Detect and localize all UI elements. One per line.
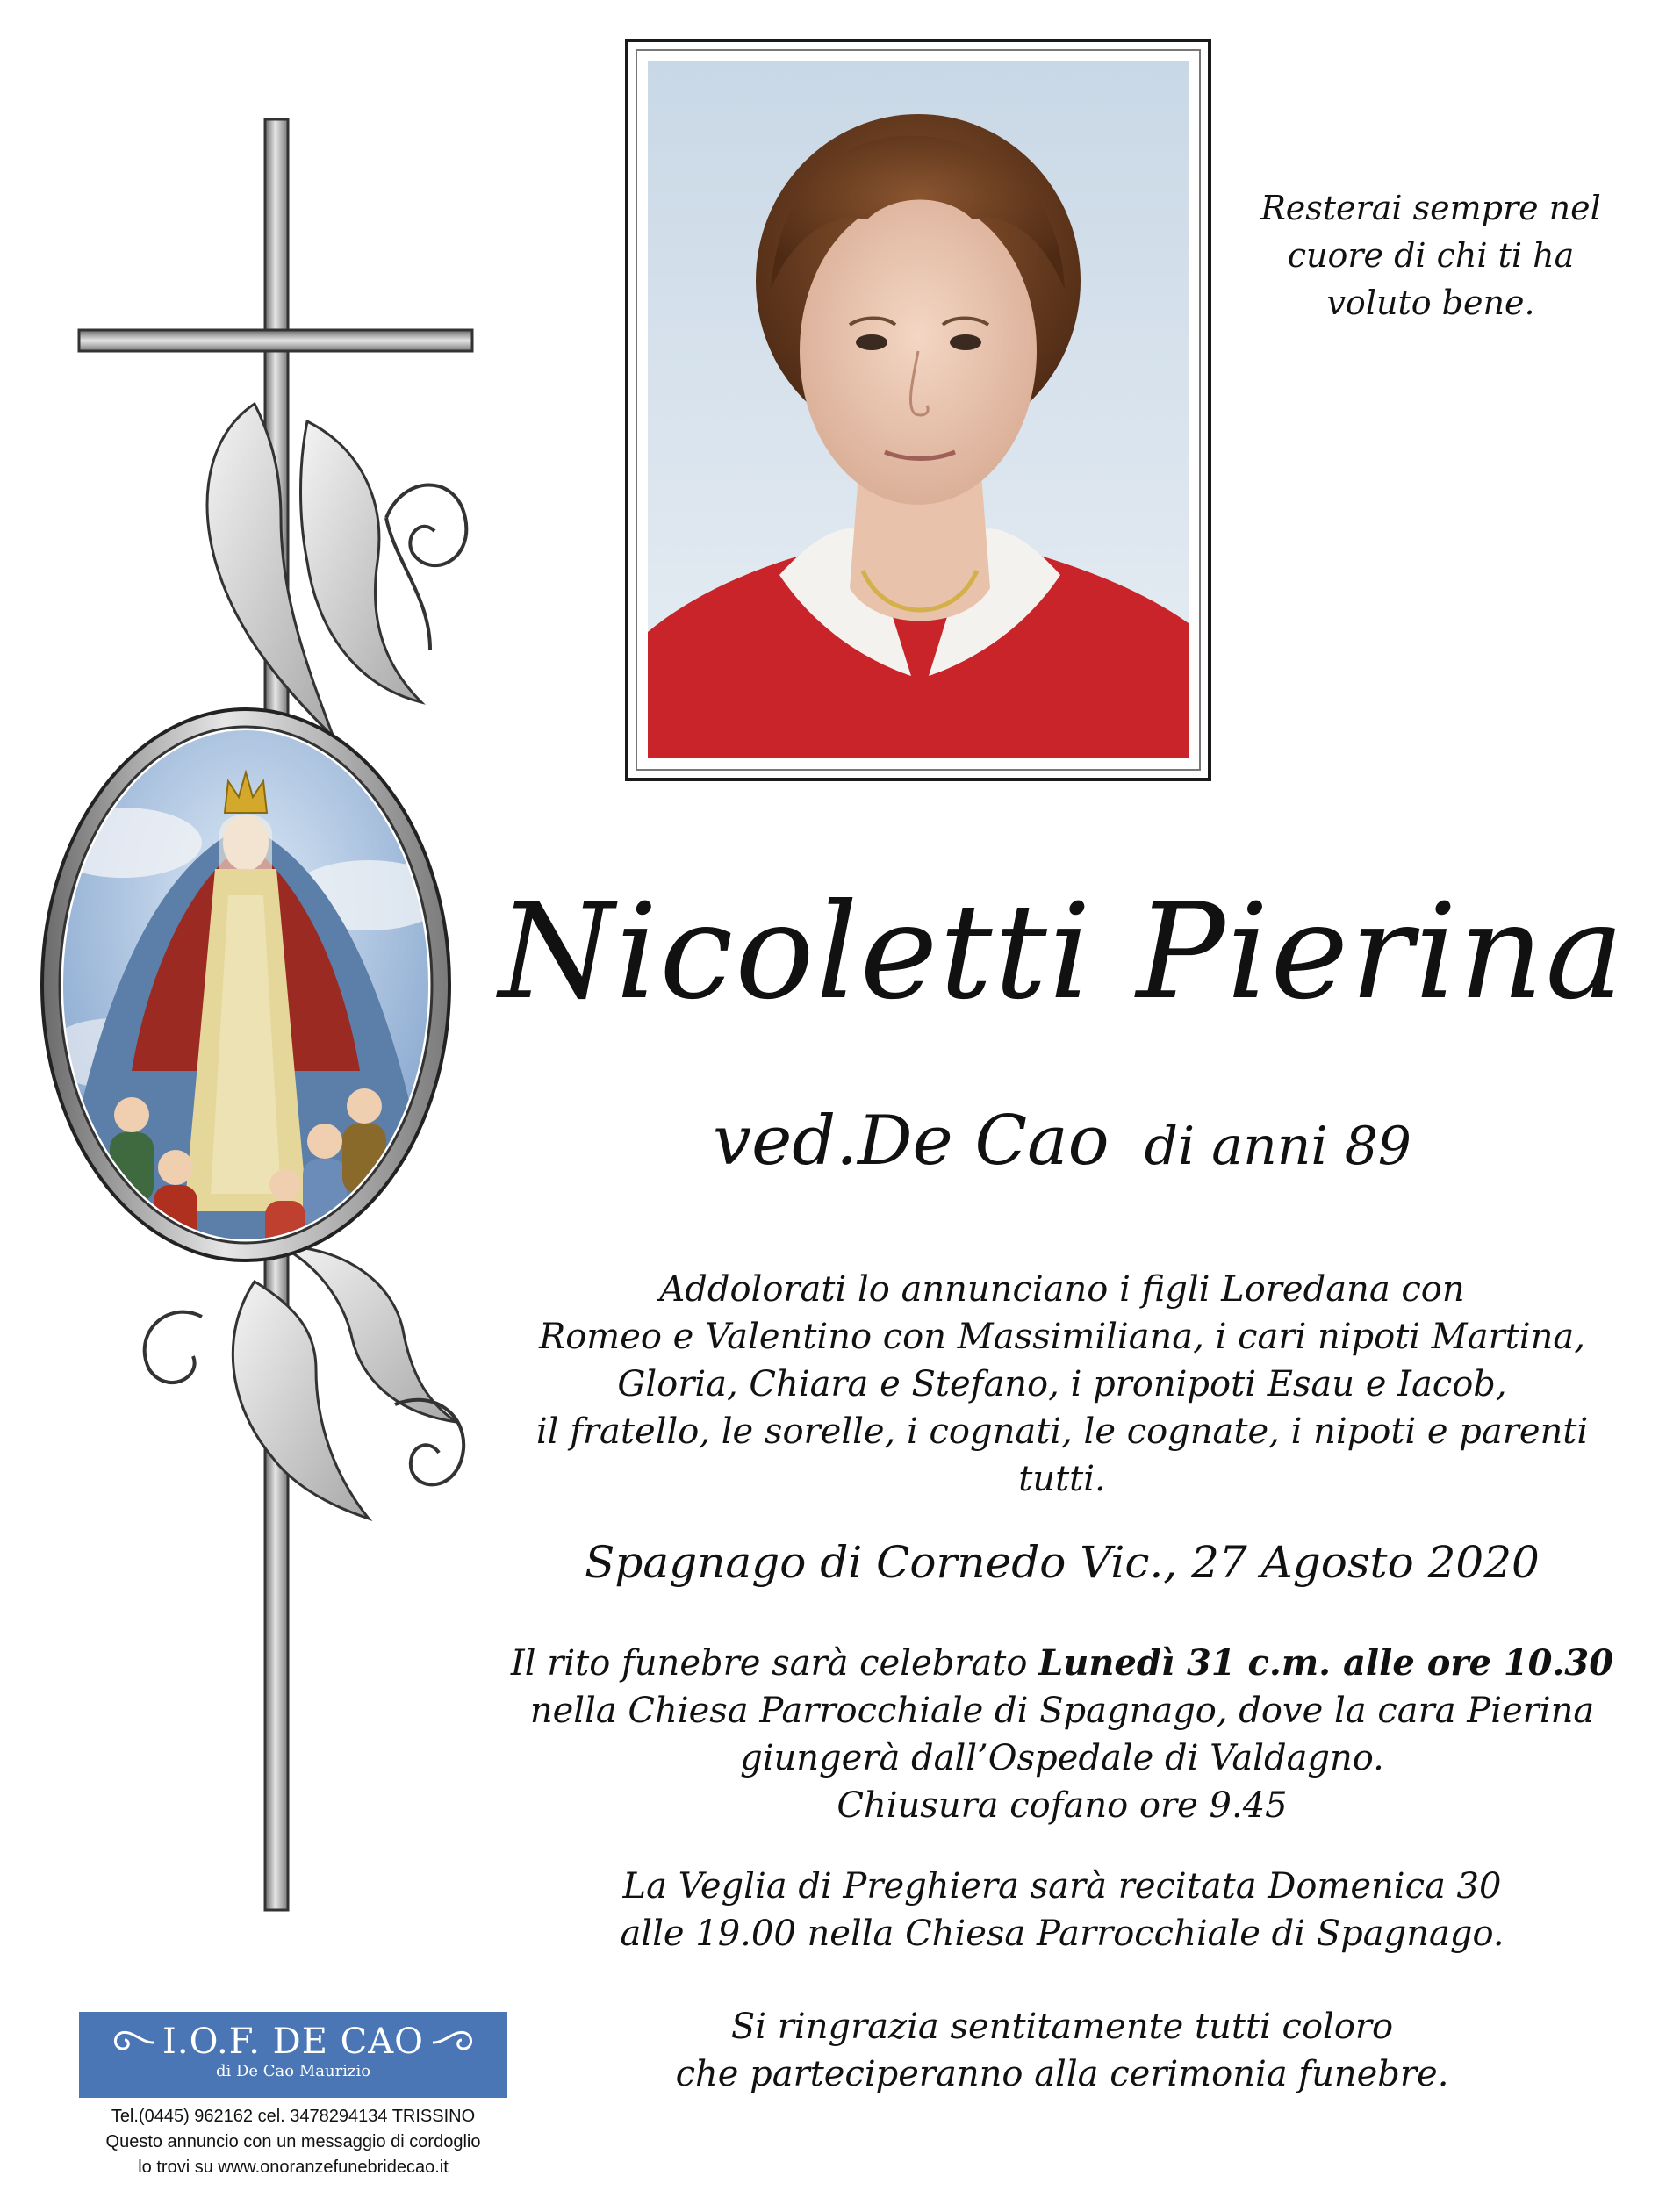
thanks-line: che parteciperanno alla cerimonia funebre. bbox=[675, 2054, 1449, 2094]
agency-contact-info bbox=[53, 2104, 534, 2180]
quote-line: Resterai sempre nel bbox=[1260, 189, 1601, 227]
funeral-info bbox=[492, 1640, 1633, 1829]
widow-of: ved.De Cao bbox=[713, 1102, 1110, 1181]
quote-line: cuore di chi ti ha bbox=[1287, 236, 1575, 275]
agency-name: I.O.F. DE CAO bbox=[162, 2022, 424, 2062]
place-date: Spagnago di Cornedo Vic., 27 Agosto 2020 bbox=[585, 1537, 1540, 1588]
deceased-name: Nicoletti Pierina bbox=[499, 876, 1626, 1029]
agency-note: Questo annuncio con un messaggio di cordoglio bbox=[105, 2132, 481, 2151]
agency-logo bbox=[79, 2012, 507, 2098]
vigil-line: La Veglia di Preghiera sarà recitata Domenica 30 bbox=[622, 1866, 1502, 1907]
vigil-line: alle 19.00 nella Chiesa Parrocchiale di Spagnago. bbox=[620, 1914, 1505, 1954]
deceased-age: di anni 89 bbox=[1144, 1116, 1411, 1177]
memorial-quote bbox=[1229, 184, 1633, 327]
announcement-line: Addolorati lo annunciano i figli Loredana con bbox=[659, 1269, 1465, 1310]
funeral-line: Il rito funebre sarà celebrato Lunedì 31 c.m. alle ore 10.30 bbox=[510, 1642, 1614, 1684]
agency-contact: Tel.(0445) 962162 cel. 3478294134 TRISSINO bbox=[111, 2107, 476, 2126]
scroll-ornament bbox=[145, 1312, 202, 1382]
agency-website[interactable]: lo trovi su www.onoranzefunebridecao.it bbox=[138, 2158, 449, 2177]
portrait-frame bbox=[625, 39, 1211, 781]
thanks-note bbox=[492, 2003, 1633, 2098]
funeral-time: Lunedì 31 c.m. alle ore 10.30 bbox=[1038, 1642, 1614, 1684]
announcement-line: Romeo e Valentino con Massimiliana, i cari nipoti Martina, bbox=[539, 1317, 1585, 1357]
swirl-icon bbox=[105, 2021, 158, 2065]
announcement-line: il fratello, le sorelle, i cognati, le cognate, i nipoti e parenti tutti. bbox=[535, 1411, 1589, 1499]
cross-horizontal-bar bbox=[79, 330, 472, 351]
agency-owner: di De Cao Maurizio bbox=[215, 2062, 371, 2080]
swirl-icon bbox=[428, 2021, 481, 2065]
portrait-photo bbox=[648, 61, 1189, 758]
cross-ornament bbox=[18, 105, 492, 1931]
vigil-info bbox=[492, 1863, 1633, 1957]
scroll-ornament bbox=[386, 518, 430, 650]
funeral-line: nella Chiesa Parrocchiale di Spagnago, dove la cara Pierina bbox=[529, 1691, 1595, 1731]
thanks-line: Si ringrazia sentitamente tutti coloro bbox=[730, 2007, 1394, 2047]
deceased-subtitle bbox=[492, 1097, 1633, 1190]
quote-line: voluto bene. bbox=[1326, 284, 1535, 322]
funeral-line: giungerà dall’Ospedale di Valdagno. bbox=[740, 1738, 1384, 1778]
family-announcement bbox=[492, 1266, 1633, 1503]
funeral-line: Chiusura cofano ore 9.45 bbox=[837, 1785, 1288, 1826]
announcement-line: Gloria, Chiara e Stefano, i pronipoti Esau e Iacob, bbox=[617, 1364, 1507, 1404]
